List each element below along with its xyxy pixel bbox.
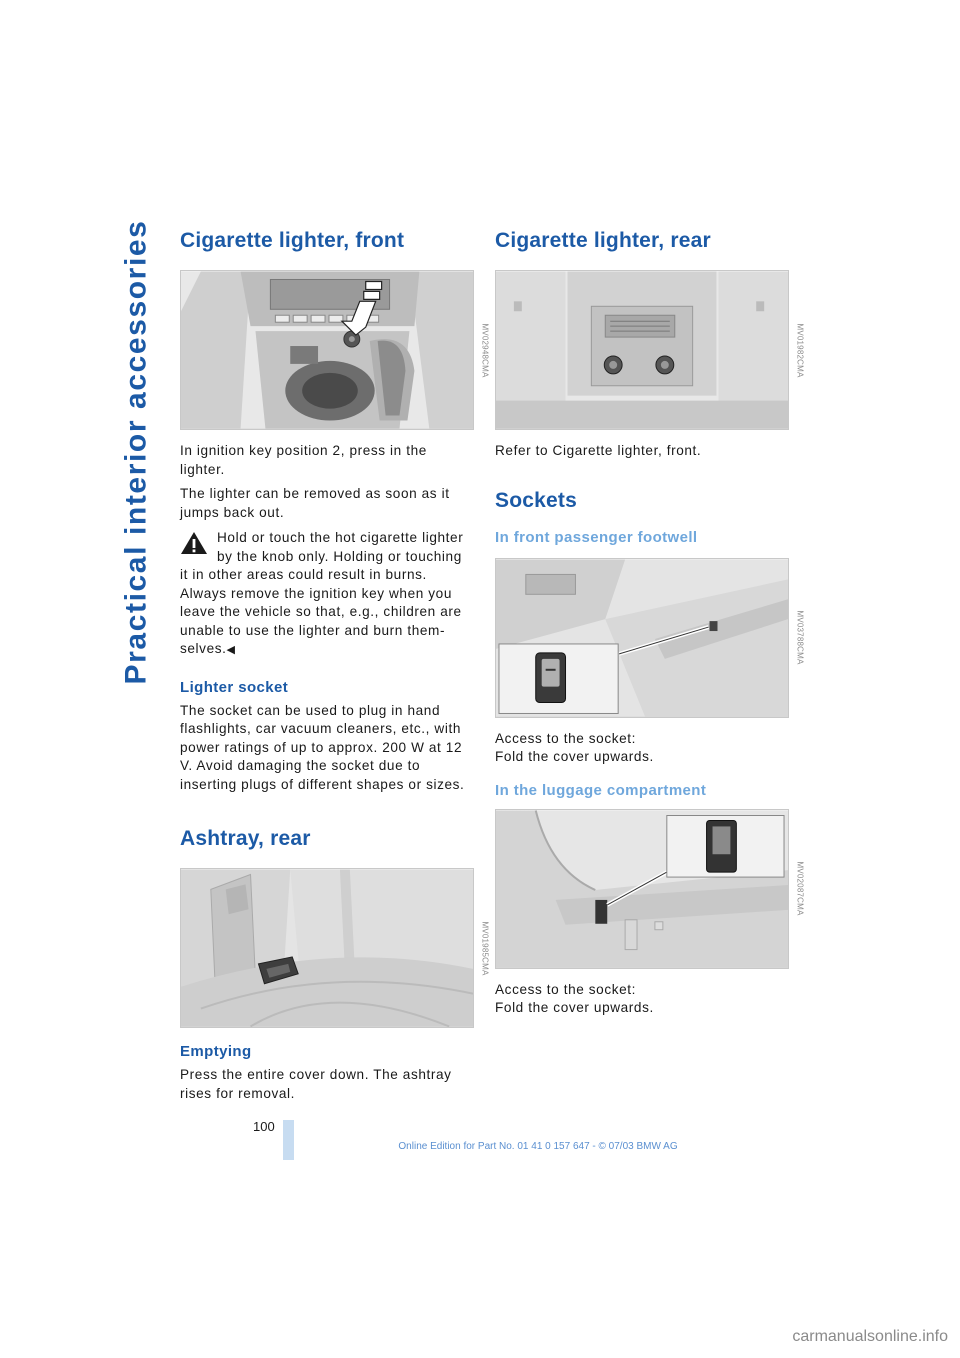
right-column	[495, 226, 805, 1018]
paragraph-luggage-1: Access to the socket:	[495, 981, 637, 997]
rear-ashtray-illustration	[181, 869, 473, 1027]
warning-note	[180, 529, 474, 660]
paragraph-lighter-socket: The socket can be used to plug in hand flashlights, car vacuum cleaners, etc., with power ratings of up to approx. 200 W at 12 V. Avoid damaging the socket due to inserting plugs of different shapes or sizes.	[180, 702, 465, 792]
figure-code: MV02948CMA	[480, 322, 490, 378]
center-console-illustration	[181, 271, 473, 429]
end-of-warning-icon: ◀	[226, 644, 236, 656]
luggage-socket-illustration	[496, 810, 788, 968]
warning-icon	[180, 531, 208, 555]
heading-lighter-socket: Lighter socket	[180, 678, 289, 696]
footer-accent-bar	[283, 1120, 294, 1160]
warning-text-rest: it in other areas could result in burns. Always remove the ignition key when you leave the vehicle so that, e.g., children are unable to use the lighter and burn them-selves.◀	[180, 567, 462, 656]
figure-code: MV02087CMA	[795, 861, 805, 916]
heading-cigarette-lighter-front: Cigarette lighter, front	[180, 229, 405, 252]
figure-code: MV01985CMA	[480, 920, 490, 976]
side-section-title	[112, 219, 160, 685]
heading-front-passenger-footwell: In front passenger footwell	[495, 528, 698, 546]
heading-ashtray-rear: Ashtray, rear	[180, 827, 311, 850]
heading-sockets: Sockets	[495, 488, 577, 512]
paragraph-luggage-2: Fold the cover upwards.	[495, 1000, 654, 1015]
online-edition-note: Online Edition for Part No. 01 41 0 157 647 - © 07/03 BMW AG	[398, 1141, 678, 1152]
side-section-title-text: Practical interior accessories	[119, 219, 153, 685]
figure-cigarette-lighter-front	[180, 270, 490, 430]
figure-code: MV01982CMA	[795, 322, 805, 378]
figure-ashtray-rear	[180, 868, 490, 1028]
site-watermark: carmanualsonline.info	[792, 1328, 948, 1345]
figure-cigarette-lighter-rear	[495, 270, 805, 430]
heading-luggage-compartment: In the luggage compartment	[495, 781, 707, 799]
left-column	[180, 226, 490, 1103]
paragraph-footwell-1: Access to the socket:	[495, 730, 637, 746]
warning-text-first: Hold or touch the hot cigarette lighter by the knob only. Holding or touching	[217, 530, 464, 564]
rear-console-illustration	[496, 271, 788, 429]
paragraph-rear: Refer to Cigarette lighter, front.	[495, 443, 702, 458]
paragraph-front-2: The lighter can be removed as soon as it jumps back out.	[180, 486, 450, 520]
paragraph-footwell-2: Fold the cover upwards.	[495, 749, 654, 764]
figure-luggage-socket	[495, 809, 805, 969]
heading-cigarette-lighter-rear: Cigarette lighter, rear	[495, 229, 711, 252]
figure-footwell-socket	[495, 558, 805, 718]
page-number: 100	[253, 1119, 275, 1134]
paragraph-emptying: Press the entire cover down. The ashtray rises for removal.	[180, 1067, 452, 1101]
footwell-socket-illustration	[496, 559, 788, 717]
paragraph-front-1: In ignition key position 2, press in the lighter.	[180, 443, 427, 477]
figure-code: MV03788CMA	[795, 610, 805, 665]
heading-emptying: Emptying	[180, 1043, 252, 1060]
